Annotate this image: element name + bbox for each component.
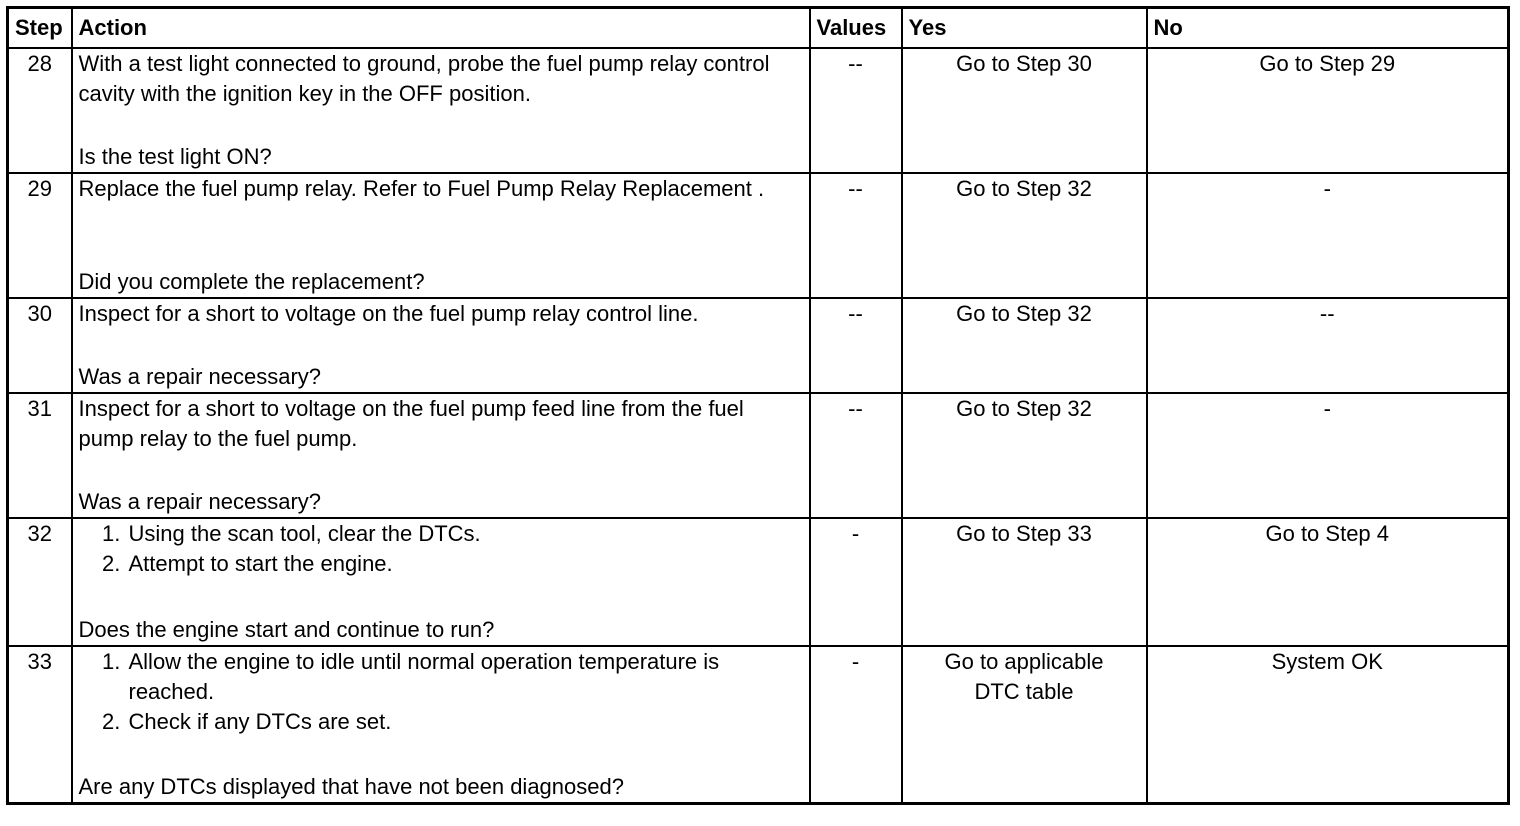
step-number: 33 bbox=[8, 646, 72, 804]
no-cell: - bbox=[1147, 173, 1509, 298]
values-cell: -- bbox=[810, 173, 902, 298]
action-steps-list bbox=[79, 647, 803, 737]
step-number: 29 bbox=[8, 173, 72, 298]
action-instruction: With a test light connected to ground, probe the fuel pump relay control cavity with the ignition key in the OFF position. bbox=[78, 51, 770, 106]
yes-cell bbox=[902, 646, 1147, 804]
table-row bbox=[8, 393, 1509, 518]
action-instruction: Replace the fuel pump relay. Refer to Fuel Pump Relay Replacement . bbox=[78, 176, 765, 201]
yes-cell: Go to Step 33 bbox=[902, 518, 1147, 646]
yes-cell: Go to Step 30 bbox=[902, 48, 1147, 173]
list-item: 2. Check if any DTCs are set. bbox=[127, 707, 803, 737]
action-cell bbox=[72, 646, 810, 804]
action-cell bbox=[72, 518, 810, 646]
header-action: Action bbox=[72, 8, 810, 49]
step-number: 32 bbox=[8, 518, 72, 646]
yes-line: Go to applicable bbox=[944, 649, 1104, 674]
table-row bbox=[8, 518, 1509, 646]
table-row bbox=[8, 298, 1509, 393]
values-cell: -- bbox=[810, 393, 902, 518]
action-question: Was a repair necessary? bbox=[78, 364, 322, 389]
action-question: Is the test light ON? bbox=[78, 144, 272, 169]
action-steps-list bbox=[79, 519, 803, 579]
action-question: Does the engine start and continue to run? bbox=[78, 617, 495, 642]
action-cell bbox=[72, 298, 810, 393]
values-cell: -- bbox=[810, 298, 902, 393]
values-cell: -- bbox=[810, 48, 902, 173]
values-cell: - bbox=[810, 518, 902, 646]
header-step: Step bbox=[8, 8, 72, 49]
action-question: Did you complete the replacement? bbox=[78, 269, 425, 294]
no-cell: Go to Step 29 bbox=[1147, 48, 1509, 173]
step-number: 28 bbox=[8, 48, 72, 173]
action-instruction: Inspect for a short to voltage on the fuel pump relay control line. bbox=[78, 301, 699, 326]
action-question: Are any DTCs displayed that have not been diagnosed? bbox=[78, 774, 624, 799]
list-item: 1. Using the scan tool, clear the DTCs. bbox=[127, 519, 803, 549]
yes-line: DTC table bbox=[974, 679, 1074, 704]
table-row bbox=[8, 646, 1509, 804]
no-cell: Go to Step 4 bbox=[1147, 518, 1509, 646]
no-cell: -- bbox=[1147, 298, 1509, 393]
header-values: Values bbox=[810, 8, 902, 49]
diagnostic-table bbox=[6, 6, 1510, 805]
header-yes: Yes bbox=[902, 8, 1147, 49]
list-item: 2. Attempt to start the engine. bbox=[127, 549, 803, 579]
no-cell: - bbox=[1147, 393, 1509, 518]
header-row bbox=[8, 8, 1509, 49]
action-cell bbox=[72, 173, 810, 298]
action-cell bbox=[72, 48, 810, 173]
table-row bbox=[8, 173, 1509, 298]
step-number: 31 bbox=[8, 393, 72, 518]
action-instruction: Inspect for a short to voltage on the fuel pump feed line from the fuel pump relay to the fuel pump. bbox=[78, 396, 744, 451]
list-item: 1. Allow the engine to idle until normal operation temperature is reached. bbox=[127, 647, 803, 707]
yes-cell: Go to Step 32 bbox=[902, 393, 1147, 518]
yes-cell: Go to Step 32 bbox=[902, 298, 1147, 393]
values-cell: - bbox=[810, 646, 902, 804]
table-row bbox=[8, 48, 1509, 173]
no-cell: System OK bbox=[1147, 646, 1509, 804]
yes-cell: Go to Step 32 bbox=[902, 173, 1147, 298]
step-number: 30 bbox=[8, 298, 72, 393]
action-cell bbox=[72, 393, 810, 518]
action-question: Was a repair necessary? bbox=[78, 489, 322, 514]
header-no: No bbox=[1147, 8, 1509, 49]
